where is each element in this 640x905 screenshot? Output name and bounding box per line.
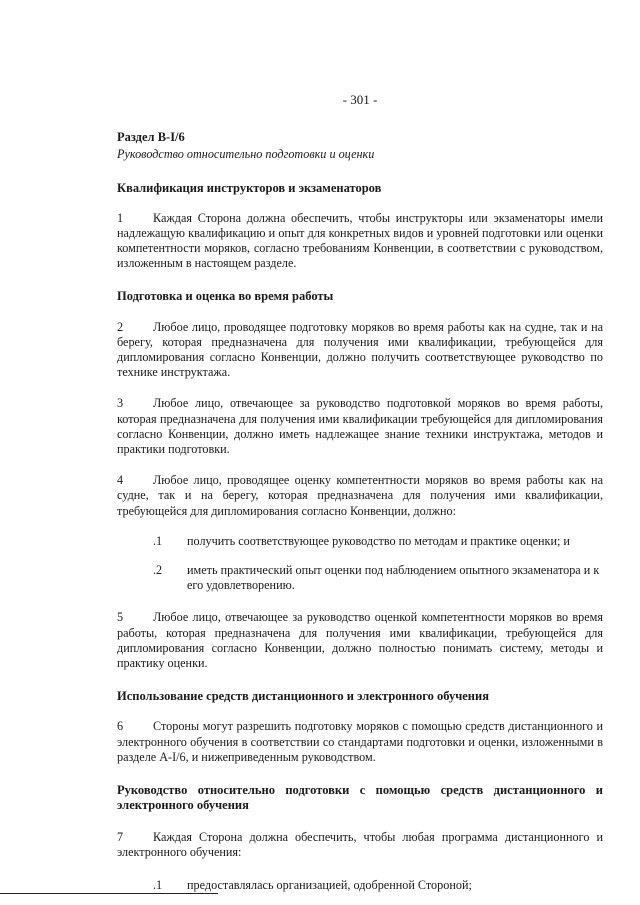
heading-onboard-training: Подготовка и оценка во время работы (117, 289, 334, 304)
paragraph-text: Любое лицо, отвечающее за руководство оценкой компетентности моряков во время работы, которая предназначена для получения ими квалификации, требующейся для дипломирования согласно Конвенции, должно полностью понимать систему, методы и практику оценки. (117, 610, 603, 671)
section-subtitle: Руководство относительно подготовки и оценки (117, 147, 375, 162)
page-content (117, 130, 603, 893)
list-item (153, 534, 603, 549)
list-text: предоставлялась организацией, одобренной Стороной; (187, 877, 472, 892)
paragraph-number: 7 (117, 829, 124, 844)
section-title: Раздел B-I/6 (117, 130, 185, 144)
paragraph-number: 5 (117, 610, 124, 625)
paragraph-number: 4 (117, 473, 124, 488)
list-item (153, 563, 603, 593)
paragraph-5 (117, 610, 603, 671)
list-marker: .2 (153, 563, 163, 578)
paragraph-text: Каждая Сторона должна обеспечить, чтобы инструкторы или экзаменаторы имели надлежащую квалификацию и опыт для конкретных видов и уровней подготовки или оценки компетентности моряков, согласно требованиям Конвенции, в соответствии с руководством, изложенным в настоящем разделе. (117, 210, 603, 271)
paragraph-2 (117, 320, 603, 381)
paragraph-text: Стороны могут разрешить подготовку моряков с помощью средств дистанционного и электронного обучения в соответствии со стандартами подготовки и оценки, изложенными в разделе A-I/6, и нижеприведенным руководством. (117, 719, 603, 764)
paragraph-7 (117, 830, 603, 860)
paragraph-number: 3 (117, 396, 124, 411)
paragraph-text: Каждая Сторона должна обеспечить, чтобы любая программа дистанционного и электронного обучения: (117, 829, 603, 859)
heading-qualification: Квалификация инструкторов и экзаменаторов (117, 181, 382, 196)
paragraph-4 (117, 473, 603, 519)
footer-rule (0, 893, 218, 894)
paragraph-6 (117, 719, 603, 765)
paragraph-1 (117, 211, 603, 272)
paragraph-text: Любое лицо, отвечающее за руководство подготовкой моряков во время работы, которая предназначена для получения ими квалификации требующейся для дипломирования согласно Конвенции, должно иметь надлежащее знание техники инструктажа, методов и практики подготовки. (117, 396, 603, 457)
page-number: - 301 - (342, 92, 378, 107)
list-marker: .1 (153, 877, 163, 892)
list-text: получить соответствующее руководство по методам и практике оценки; и (187, 533, 570, 548)
paragraph-3 (117, 396, 603, 457)
list-marker: .1 (153, 533, 163, 548)
list-text: иметь практический опыт оценки под наблюдением опытного экзаменатора и к его удовлетворению. (187, 563, 600, 593)
heading-distance-learning: Использование средств дистанционного и электронного обучения (117, 689, 489, 704)
paragraph-number: 2 (117, 319, 124, 334)
heading-distance-guidance: Руководство относительно подготовки с помощью средств дистанционного и электронного обучения (117, 783, 603, 813)
paragraph-text: Любое лицо, проводящее оценку компетентности моряков во время работы как на судне, так и на берегу, которая предназначена для получения ими квалификации, требующейся для дипломирования согласно Конвенции, должно: (117, 473, 603, 518)
paragraph-text: Любое лицо, проводящее подготовку моряков во время работы как на судне, так и на берегу, которая предназначена для получения ими квалификации, требующейся для дипломирования согласно Конвенции, должно получить соответствующее руководство по технике инструктажа. (117, 319, 603, 380)
list-item (153, 878, 603, 893)
paragraph-number: 6 (117, 719, 124, 734)
paragraph-number: 1 (117, 210, 124, 225)
